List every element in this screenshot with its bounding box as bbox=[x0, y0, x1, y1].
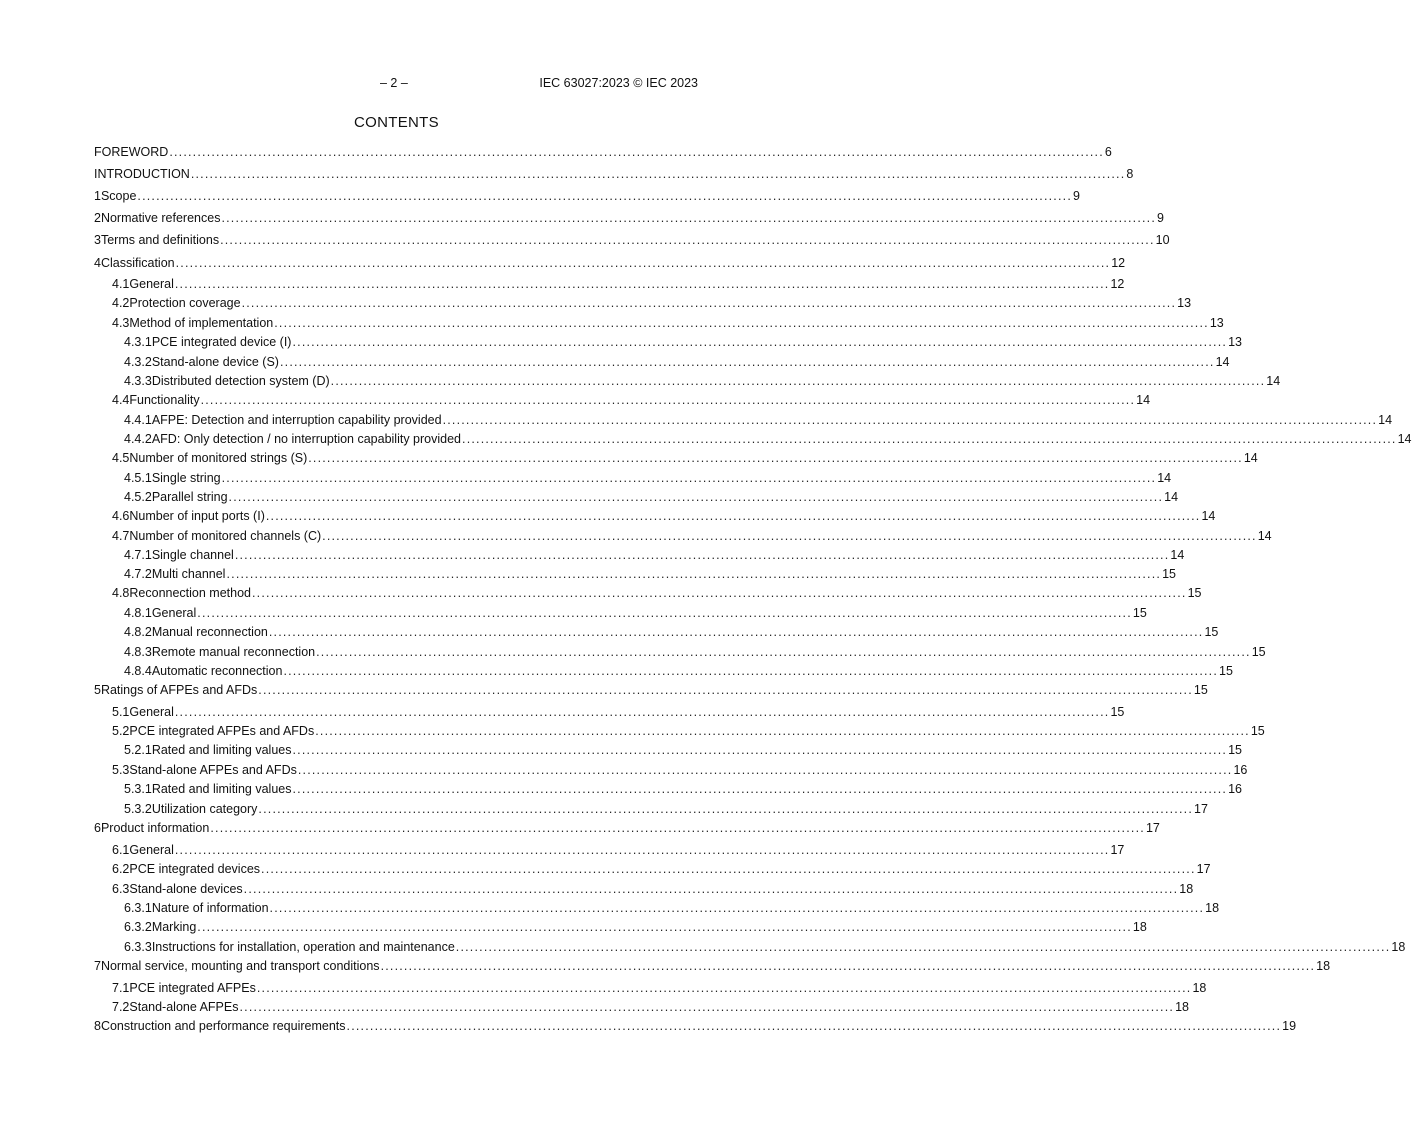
toc-entry-number: 5.3.1 bbox=[124, 782, 152, 796]
toc-entry-page: 14 bbox=[1136, 393, 1151, 407]
dot-leader: ........................................................................................................................................................................................................ bbox=[190, 167, 1126, 181]
toc-entry-page: 18 bbox=[1175, 1000, 1189, 1014]
toc-entry-title: Stand-alone devices bbox=[129, 882, 243, 896]
toc-entry-page: 14 bbox=[1157, 471, 1172, 485]
dot-leader: ........................................................................................................................................................................................................ bbox=[169, 145, 1104, 159]
dot-leader: ........................................................................................................................................................................................................ bbox=[174, 843, 1110, 857]
toc-entry[interactable] bbox=[94, 296, 1192, 312]
toc-entry-page: 15 bbox=[1251, 645, 1266, 659]
toc-entry-number: 4.8 bbox=[112, 586, 130, 600]
toc-entry-title: Stand-alone AFPEs and AFDs bbox=[129, 763, 297, 777]
toc-entry[interactable] bbox=[94, 743, 1242, 759]
toc-entry[interactable] bbox=[94, 233, 1170, 249]
dot-leader: ........................................................................................................................................................................................................ bbox=[258, 802, 1194, 816]
toc-entry-number: 4.5.2 bbox=[124, 490, 152, 504]
dot-leader: ........................................................................................................................................................................................................ bbox=[274, 316, 1209, 330]
toc-entry-number: 5.3.2 bbox=[124, 802, 152, 816]
toc-entry-page: 19 bbox=[1282, 1019, 1297, 1033]
toc-entry[interactable] bbox=[94, 625, 1219, 641]
toc-entry-page: 14 bbox=[1397, 432, 1412, 446]
toc-entry-number: 4 bbox=[94, 256, 101, 270]
toc-entry-number: 4.6 bbox=[112, 509, 130, 523]
toc-entry[interactable] bbox=[94, 355, 1230, 371]
dot-leader: ........................................................................................................................................................................................................ bbox=[200, 393, 1136, 407]
toc-entry-number: 4.5.1 bbox=[124, 471, 152, 485]
toc-entry-page: 10 bbox=[1155, 233, 1170, 247]
toc-entry-title: Marking bbox=[151, 920, 197, 934]
dot-leader: ........................................................................................................................................................................................................ bbox=[297, 763, 1233, 777]
toc-entry-number: 6.3 bbox=[112, 882, 130, 896]
toc-entry-page: 6 bbox=[1104, 145, 1112, 159]
toc-entry-page: 14 bbox=[1266, 374, 1281, 388]
toc-entry-title: Normal service, mounting and transport conditions bbox=[100, 959, 380, 973]
dot-leader: ........................................................................................................................................................................................................ bbox=[322, 529, 1257, 543]
toc-entry-number: 7.1 bbox=[112, 981, 130, 995]
toc-entry-title: Method of implementation bbox=[129, 316, 274, 330]
toc-entry-number: 4.4 bbox=[112, 393, 130, 407]
page-number: – 2 – bbox=[380, 76, 408, 90]
toc-entry-title: General bbox=[129, 843, 174, 857]
toc-entry[interactable] bbox=[94, 529, 1272, 545]
toc-entry-number: 5.1 bbox=[112, 705, 130, 719]
dot-leader: ........................................................................................................................................................................................................ bbox=[175, 256, 1111, 270]
toc-entry-title: Normative references bbox=[100, 211, 221, 225]
toc-entry[interactable] bbox=[94, 981, 1207, 997]
toc-entry[interactable] bbox=[94, 189, 1080, 205]
dot-leader: ........................................................................................................................................................................................................ bbox=[239, 1000, 1175, 1014]
toc-entry-number: 4.1 bbox=[112, 277, 130, 291]
toc-entry-title: PCE integrated AFPEs and AFDs bbox=[129, 724, 315, 738]
dot-leader: ........................................................................................................................................................................................................ bbox=[292, 335, 1228, 349]
toc-entry[interactable] bbox=[94, 940, 1406, 956]
toc-entry-title: Terms and definitions bbox=[100, 233, 220, 247]
toc-entry-number: 4.5 bbox=[112, 451, 130, 465]
dot-leader: ........................................................................................................................................................................................................ bbox=[197, 920, 1132, 934]
toc-entry-title: Stand-alone device (S) bbox=[151, 355, 279, 369]
toc-entry[interactable] bbox=[94, 664, 1233, 680]
toc-entry-page: 15 bbox=[1250, 724, 1265, 738]
dot-leader: ........................................................................................................................................................................................................ bbox=[256, 981, 1192, 995]
toc-entry[interactable] bbox=[94, 606, 1147, 622]
toc-entry[interactable] bbox=[94, 821, 1160, 837]
toc-entry[interactable] bbox=[94, 167, 1134, 183]
toc-entry-page: 17 bbox=[1110, 843, 1125, 857]
toc-entry-page: 13 bbox=[1209, 316, 1224, 330]
toc-entry-page: 17 bbox=[1196, 862, 1211, 876]
toc-entry-number: 6 bbox=[94, 821, 101, 835]
dot-leader: ........................................................................................................................................................................................................ bbox=[292, 782, 1228, 796]
dot-leader: ........................................................................................................................................................................................................ bbox=[174, 277, 1110, 291]
toc-entry-number: 6.1 bbox=[112, 843, 130, 857]
toc-entry-page: 13 bbox=[1177, 296, 1192, 310]
toc-entry[interactable] bbox=[94, 1000, 1189, 1016]
toc-entry-number: 1 bbox=[94, 189, 101, 203]
toc-entry-page: 15 bbox=[1193, 683, 1208, 697]
toc-entry-title: Manual reconnection bbox=[151, 625, 268, 639]
toc-entry-title: PCE integrated device (I) bbox=[151, 335, 292, 349]
toc-entry-number: 4.4.2 bbox=[124, 432, 152, 446]
toc-entry-page: 15 bbox=[1132, 606, 1147, 620]
dot-leader: ........................................................................................................................................................................................................ bbox=[258, 683, 1193, 697]
toc-entry-page: 13 bbox=[1228, 335, 1242, 349]
toc-entry-title: FOREWORD bbox=[94, 145, 169, 159]
dot-leader: ........................................................................................................................................................................................................ bbox=[197, 606, 1132, 620]
dot-leader: ........................................................................................................................................................................................................ bbox=[243, 882, 1179, 896]
toc-entry-page: 15 bbox=[1187, 586, 1202, 600]
toc-entry[interactable] bbox=[94, 451, 1258, 467]
toc-entry-title: Stand-alone AFPEs bbox=[129, 1000, 239, 1014]
toc-entry-page: 14 bbox=[1243, 451, 1258, 465]
toc-entry[interactable] bbox=[94, 567, 1176, 583]
toc-entry-title: Single string bbox=[151, 471, 221, 485]
dot-leader: ........................................................................................................................................................................................................ bbox=[268, 625, 1204, 639]
toc-entry-page: 18 bbox=[1179, 882, 1194, 896]
toc-entry-number: 3 bbox=[94, 233, 101, 247]
toc-entry-number: 5 bbox=[94, 683, 101, 697]
toc-entry-title: Rated and limiting values bbox=[151, 782, 292, 796]
dot-leader: ........................................................................................................................................................................................................ bbox=[346, 1019, 1282, 1033]
toc-entry-number: 5.3 bbox=[112, 763, 130, 777]
toc-entry[interactable] bbox=[94, 1019, 1297, 1035]
toc-entry[interactable] bbox=[94, 683, 1208, 699]
toc-entry-page: 14 bbox=[1378, 413, 1393, 427]
toc-entry-title: General bbox=[129, 277, 174, 291]
toc-entry-number: 4.3.3 bbox=[124, 374, 152, 388]
toc-entry[interactable] bbox=[94, 548, 1185, 564]
dot-leader: ........................................................................................................................................................................................................ bbox=[283, 664, 1219, 678]
toc-entry-page: 14 bbox=[1257, 529, 1272, 543]
toc-entry-title: General bbox=[151, 606, 197, 620]
toc-entry[interactable] bbox=[94, 843, 1125, 859]
toc-entry[interactable] bbox=[94, 645, 1266, 661]
toc-entry-number: 7 bbox=[94, 959, 101, 973]
toc-entry-page: 16 bbox=[1233, 763, 1248, 777]
dot-leader: ........................................................................................................................................................................................................ bbox=[220, 233, 1155, 247]
toc-entry-title: Remote manual reconnection bbox=[151, 645, 316, 659]
toc-entry-title: Multi channel bbox=[151, 567, 226, 581]
toc-entry-title: Number of monitored strings (S) bbox=[129, 451, 308, 465]
toc-entry-title: AFPE: Detection and interruption capability provided bbox=[151, 413, 442, 427]
toc-entry-title: AFD: Only detection / no interruption capability provided bbox=[151, 432, 462, 446]
dot-leader: ........................................................................................................................................................................................................ bbox=[241, 296, 1177, 310]
dot-leader: ........................................................................................................................................................................................................ bbox=[455, 940, 1391, 954]
toc-entry-number: 4.3.2 bbox=[124, 355, 152, 369]
dot-leader: ........................................................................................................................................................................................................ bbox=[210, 821, 1145, 835]
toc-entry-title: Nature of information bbox=[151, 901, 269, 915]
toc-entry[interactable] bbox=[94, 763, 1248, 779]
toc-entry-title: PCE integrated AFPEs bbox=[129, 981, 256, 995]
toc-entry-page: 15 bbox=[1219, 664, 1233, 678]
toc-entry[interactable] bbox=[94, 782, 1242, 798]
toc-entry-title: Scope bbox=[100, 189, 137, 203]
toc-entry-title: Automatic reconnection bbox=[151, 664, 283, 678]
document-reference: IEC 63027:2023 © IEC 2023 bbox=[539, 76, 698, 90]
dot-leader: ........................................................................................................................................................................................................ bbox=[316, 645, 1251, 659]
toc-entry-title: Functionality bbox=[129, 393, 200, 407]
toc-entry[interactable] bbox=[94, 724, 1265, 740]
toc-entry-number: 4.4.1 bbox=[124, 413, 152, 427]
toc-entry-number: 4.7.1 bbox=[124, 548, 152, 562]
toc-entry[interactable] bbox=[94, 374, 1281, 390]
toc-entry[interactable] bbox=[94, 413, 1393, 429]
toc-entry-number: 4.7.2 bbox=[124, 567, 152, 581]
toc-entry-page: 12 bbox=[1110, 277, 1125, 291]
toc-entry-title: INTRODUCTION bbox=[94, 167, 190, 181]
toc-entry-number: 6.2 bbox=[112, 862, 130, 876]
toc-entry-number: 6.3.1 bbox=[124, 901, 152, 915]
toc-entry-page: 8 bbox=[1126, 167, 1134, 181]
toc-entry[interactable] bbox=[94, 211, 1164, 227]
toc-entry-page: 12 bbox=[1111, 256, 1126, 270]
dot-leader: ........................................................................................................................................................................................................ bbox=[292, 743, 1228, 757]
toc-entry-title: Utilization category bbox=[151, 802, 258, 816]
toc-entry[interactable] bbox=[94, 920, 1147, 936]
toc-entry[interactable] bbox=[94, 335, 1242, 351]
toc-entry-page: 14 bbox=[1170, 548, 1185, 562]
page-title: CONTENTS bbox=[354, 114, 439, 131]
dot-leader: ........................................................................................................................................................................................................ bbox=[269, 901, 1205, 915]
toc-entry-title: Construction and performance requirements bbox=[100, 1019, 346, 1033]
toc-entry-number: 4.8.3 bbox=[124, 645, 152, 659]
toc-entry[interactable] bbox=[94, 316, 1224, 332]
toc-entry-number: 6.3.2 bbox=[124, 920, 152, 934]
toc-entry-page: 16 bbox=[1228, 782, 1242, 796]
toc-entry-page: 14 bbox=[1201, 509, 1216, 523]
toc-entry-number: 4.3 bbox=[112, 316, 130, 330]
toc-entry-page: 15 bbox=[1228, 743, 1242, 757]
dot-leader: ........................................................................................................................................................................................................ bbox=[221, 471, 1157, 485]
toc-entry[interactable] bbox=[94, 705, 1125, 721]
toc-entry[interactable] bbox=[94, 509, 1216, 525]
toc-entry-page: 9 bbox=[1073, 189, 1080, 203]
toc-entry-page: 15 bbox=[1204, 625, 1219, 639]
toc-entry-page: 15 bbox=[1162, 567, 1176, 581]
toc-entry-page: 18 bbox=[1192, 981, 1207, 995]
toc-entry-title: Protection coverage bbox=[129, 296, 241, 310]
toc-entry-page: 14 bbox=[1215, 355, 1230, 369]
dot-leader: ........................................................................................................................................................................................................ bbox=[252, 586, 1187, 600]
dot-leader: ........................................................................................................................................................................................................ bbox=[380, 959, 1316, 973]
toc-entry-title: Number of monitored channels (C) bbox=[129, 529, 322, 543]
toc-entry-title: Single channel bbox=[151, 548, 234, 562]
toc-entry-title: General bbox=[129, 705, 174, 719]
toc-entry-page: 18 bbox=[1391, 940, 1406, 954]
toc-entry-title: Rated and limiting values bbox=[151, 743, 292, 757]
dot-leader: ........................................................................................................................................................................................................ bbox=[137, 189, 1072, 203]
toc-entry-title: Number of input ports (I) bbox=[129, 509, 265, 523]
toc-entry-title: Classification bbox=[100, 256, 175, 270]
dot-leader: ........................................................................................................................................................................................................ bbox=[228, 490, 1164, 504]
toc-entry-number: 4.8.2 bbox=[124, 625, 152, 639]
dot-leader: ........................................................................................................................................................................................................ bbox=[330, 374, 1266, 388]
toc-entry[interactable] bbox=[94, 862, 1211, 878]
dot-leader: ........................................................................................................................................................................................................ bbox=[174, 705, 1110, 719]
toc-entry[interactable] bbox=[94, 882, 1194, 898]
dot-leader: ........................................................................................................................................................................................................ bbox=[279, 355, 1215, 369]
toc-entry[interactable] bbox=[94, 901, 1220, 917]
toc-entry-number: 4.3.1 bbox=[124, 335, 152, 349]
dot-leader: ........................................................................................................................................................................................................ bbox=[234, 548, 1170, 562]
toc-entry[interactable] bbox=[94, 256, 1126, 272]
toc-entry-page: 17 bbox=[1194, 802, 1208, 816]
toc-entry[interactable] bbox=[94, 432, 1412, 448]
toc-entry-number: 4.8.4 bbox=[124, 664, 152, 678]
dot-leader: ........................................................................................................................................................................................................ bbox=[462, 432, 1397, 446]
toc-entry-title: Ratings of AFPEs and AFDs bbox=[100, 683, 258, 697]
toc-entry-page: 14 bbox=[1164, 490, 1179, 504]
dot-leader: ........................................................................................................................................................................................................ bbox=[442, 413, 1378, 427]
toc-entry-page: 9 bbox=[1157, 211, 1164, 225]
toc-entry-title: Distributed detection system (D) bbox=[151, 374, 330, 388]
dot-leader: ........................................................................................................................................................................................................ bbox=[308, 451, 1243, 465]
toc-entry-page: 15 bbox=[1110, 705, 1125, 719]
toc-entry-number: 4.2 bbox=[112, 296, 130, 310]
toc-entry-title: PCE integrated devices bbox=[129, 862, 261, 876]
dot-leader: ........................................................................................................................................................................................................ bbox=[261, 862, 1196, 876]
toc-entry-number: 4.7 bbox=[112, 529, 130, 543]
dot-leader: ........................................................................................................................................................................................................ bbox=[265, 509, 1201, 523]
dot-leader: ........................................................................................................................................................................................................ bbox=[221, 211, 1157, 225]
toc-entry[interactable] bbox=[94, 393, 1151, 409]
toc-entry[interactable] bbox=[94, 802, 1208, 818]
toc-entry-page: 18 bbox=[1132, 920, 1147, 934]
toc-entry-title: Parallel string bbox=[151, 490, 228, 504]
toc-entry-number: 6.3.3 bbox=[124, 940, 152, 954]
toc-entry[interactable] bbox=[94, 145, 1112, 161]
toc-entry[interactable] bbox=[94, 471, 1172, 487]
toc-entry[interactable] bbox=[94, 277, 1125, 293]
toc-entry-title: Instructions for installation, operation and maintenance bbox=[151, 940, 455, 954]
toc-entry-page: 17 bbox=[1145, 821, 1160, 835]
toc-entry-title: Reconnection method bbox=[129, 586, 251, 600]
dot-leader: ........................................................................................................................................................................................................ bbox=[315, 724, 1250, 738]
toc-entry-number: 5.2.1 bbox=[124, 743, 152, 757]
toc-entry-number: 8 bbox=[94, 1019, 101, 1033]
dot-leader: ........................................................................................................................................................................................................ bbox=[226, 567, 1162, 581]
toc-entry[interactable] bbox=[94, 490, 1179, 506]
toc-entry-page: 18 bbox=[1316, 959, 1331, 973]
toc-entry-title: Product information bbox=[100, 821, 210, 835]
toc-entry-page: 18 bbox=[1205, 901, 1220, 915]
toc-entry-number: 5.2 bbox=[112, 724, 130, 738]
toc-entry-number: 7.2 bbox=[112, 1000, 130, 1014]
toc-entry[interactable] bbox=[94, 959, 1331, 975]
toc-entry-number: 4.8.1 bbox=[124, 606, 152, 620]
toc-entry[interactable] bbox=[94, 586, 1202, 602]
toc-entry-number: 2 bbox=[94, 211, 101, 225]
